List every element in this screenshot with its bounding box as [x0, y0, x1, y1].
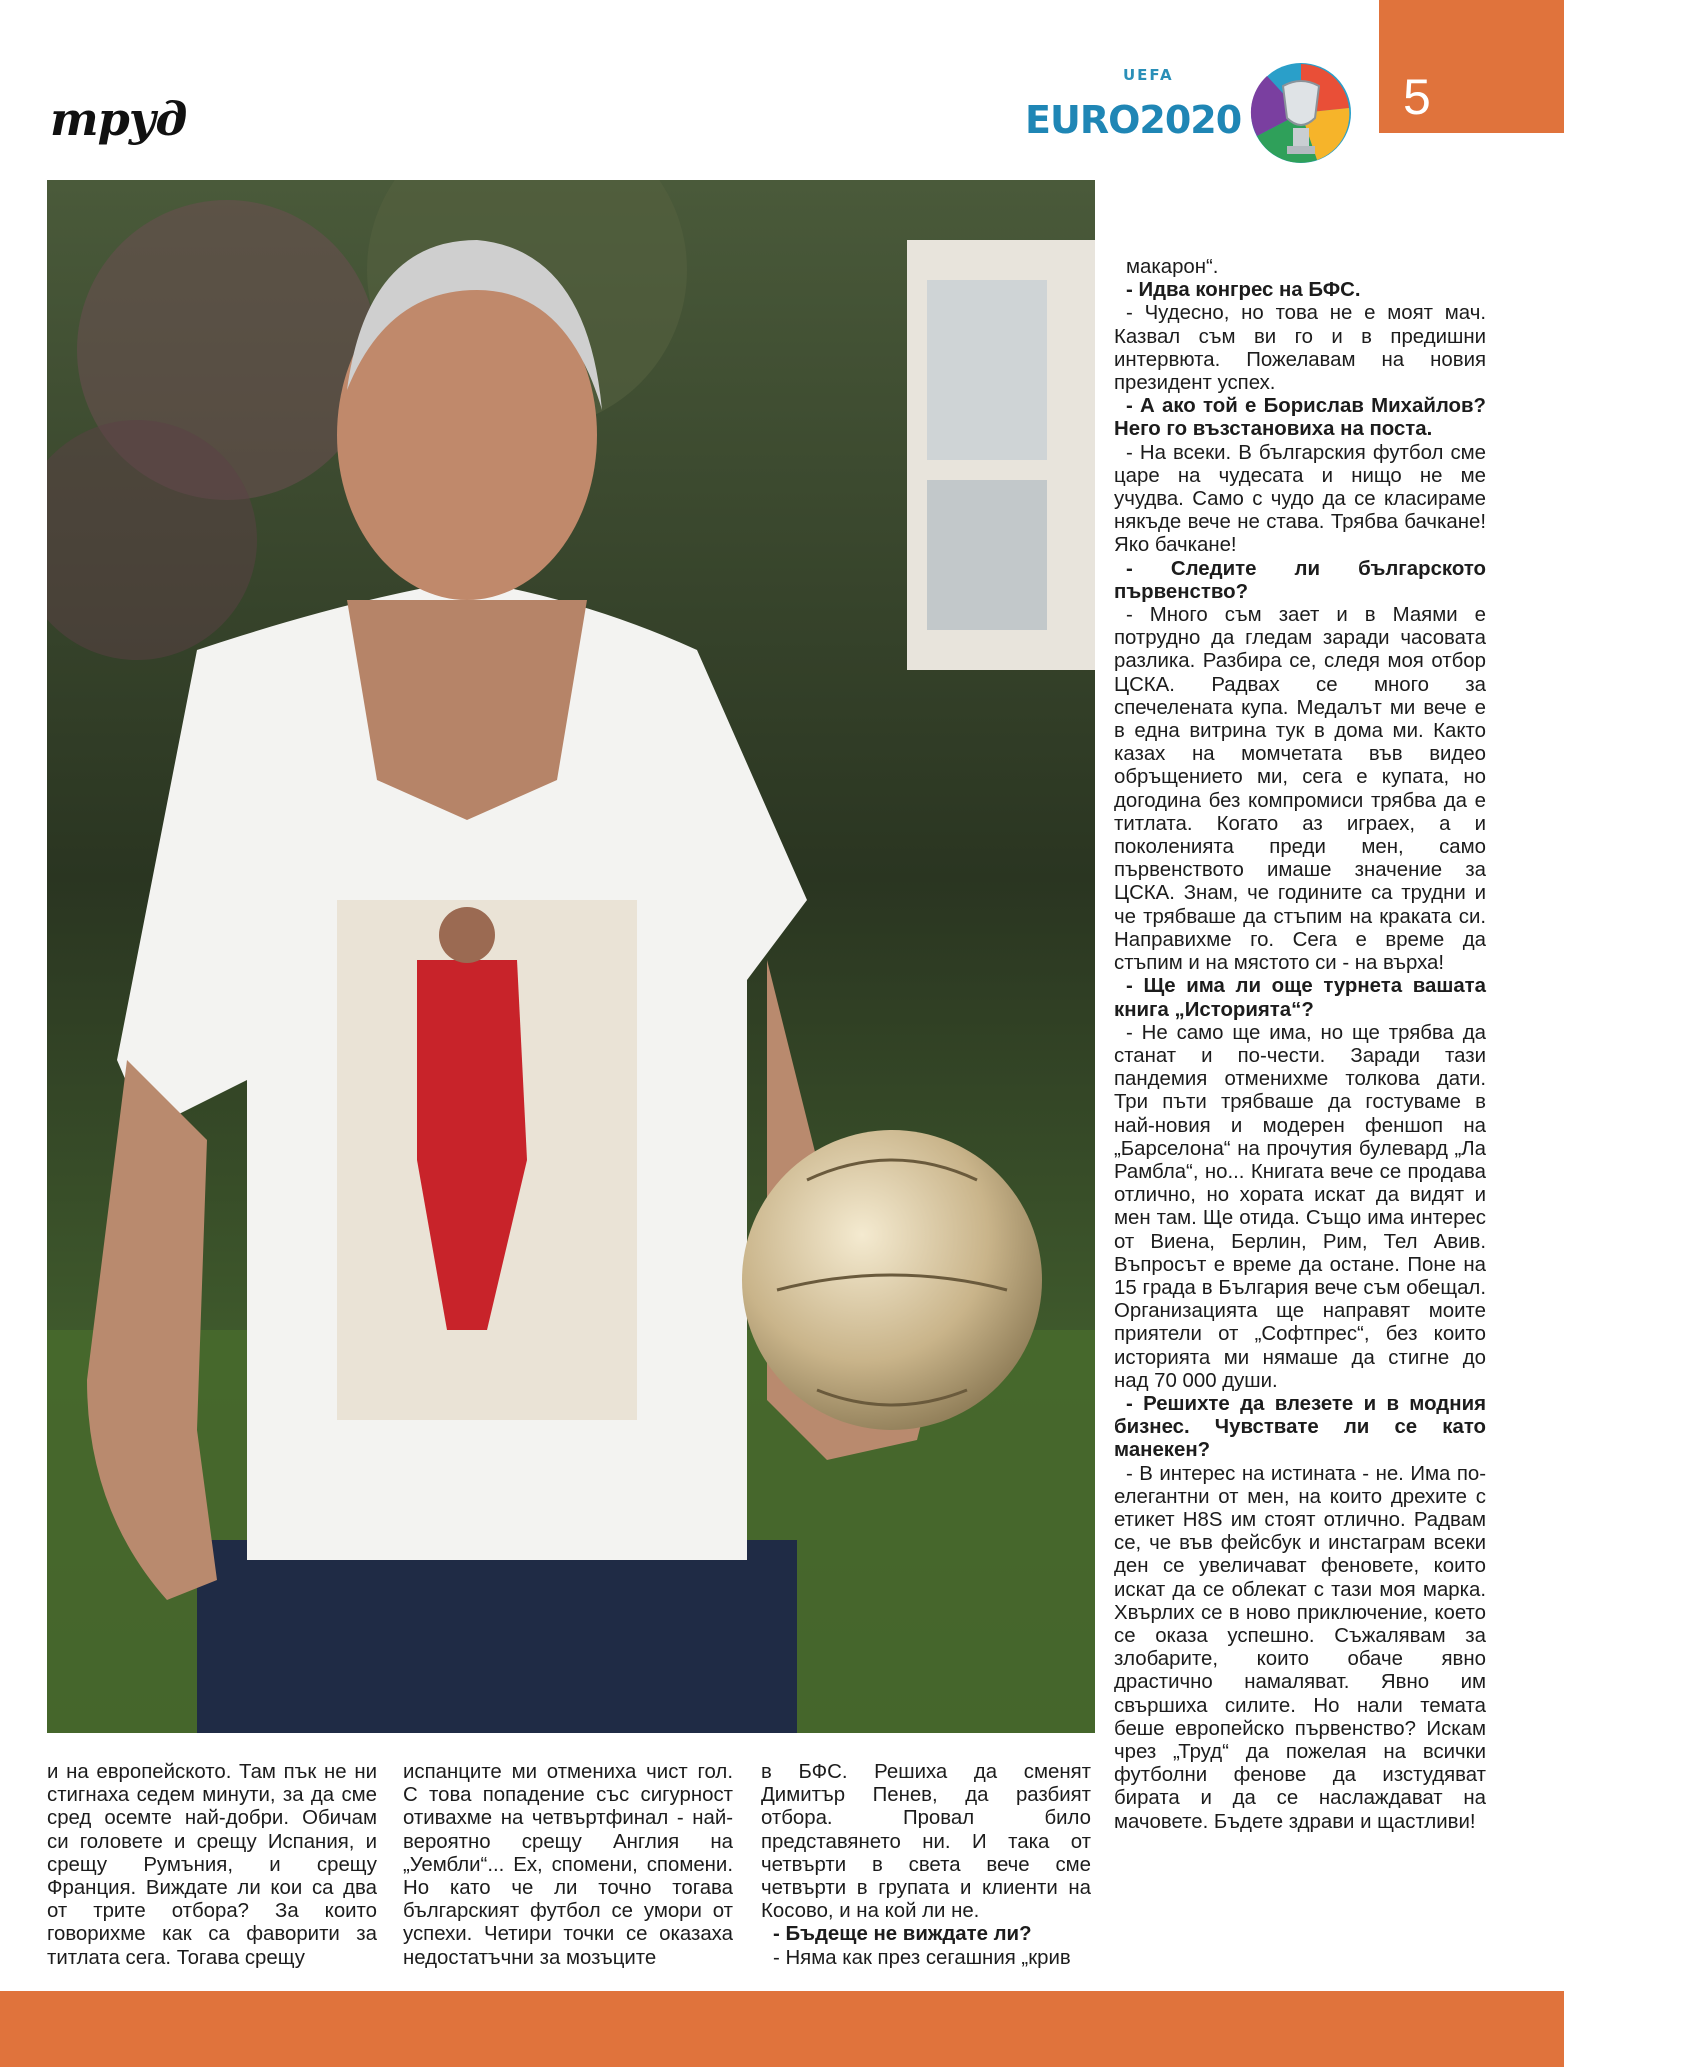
page-number: 5 — [1403, 69, 1431, 125]
interview-answer: - Няма как през сегашния „крив — [773, 1946, 1071, 1969]
interview-question: - Ще има ли още турнета вашата книга „Историята“? — [1114, 975, 1486, 1021]
article-column-bottom-2 — [403, 1761, 733, 1970]
page-number-tab — [1379, 0, 1564, 133]
masthead: труд — [50, 92, 187, 146]
footer-accent-bar — [0, 1991, 1564, 2067]
euro2020-logo — [1025, 58, 1355, 168]
article-column-bottom-3 — [761, 1761, 1091, 1970]
interview-answer: - Много съм зает и в Маями е потрудно да гледам заради часовата разлика. Разбира се, следя моя отбор ЦСКА. Радвах се много за спечелената купа. Медалът ми вече е в една витрина тук в дома ми. Както казах на момчетата във видео обръщението ми, сега е купата, но догодина без компромиси трябва да е титлата. Когато аз играех, а и поколенията преди мен, само първенството имаше значение за ЦСКА. Знам, че годините са трудни и че трябваше да стъпим на краката си. Направихме го. Сега е време да стъпим и на мястото си - на върха! — [1114, 604, 1486, 975]
interview-question: - Решихте да влезете и в модния бизнес. Чувствате ли се като манекен? — [1114, 1392, 1486, 1462]
interview-answer: испанците ми отмениха чист гол. С това попадение със сигурност отивахме на четвъртфинал - най-вероятно срещу Англия на „Уембли“... Ех, спомени, спомени. Но като че ли точно тогава българският футбол се умори от успехи. Четири точки се оказаха недостатъчни за мозъците — [403, 1761, 733, 1969]
interview-answer: и на европейското. Там пък не ни стигнаха седем минути, за да сме сред осемте най-добри. Обичам си головете и срещу Испания, и срещу Румъния, и срещу Франция. Виждате ли кои са два от трите отбора? За които говорихме как са фаворити за титлата сега. Тогава срещу — [47, 1761, 377, 1969]
interview-answer: - Чудесно, но това не е моят мач. Казвал съм ви го и в предишни интервюта. Пожелавам на новия президент успех. — [1114, 302, 1486, 395]
interview-answer: в БФС. Решиха да сменят Димитър Пенев, да разбият отбора. Провал било представянето ни. И така от четвърти в света вече сме четвърти в групата и клиенти на Косово, и на кой ли не. — [761, 1761, 1091, 1923]
interview-answer: - В интерес на истината - не. Има по-елегантни от мен, на които дрехите с етикет H8S им стоят отлично. Радвам се, че във фейсбук и инстаграм всеки ден се увеличават феновете, които искат да се облекат с тази моя марка. Хвърлих се в ново приключение, което се оказа успешно. Съжалявам за злобарите, които обаче явно драстично намаляват. Явно им свършиха силите. Но нали темата беше европейско първенство? Искам чрез „Труд“ да пожелая на всички футболни фенове да изстудяват бирата и да се наслаждават на мачовете. Бъдете здрави и щастливи! — [1114, 1462, 1486, 1833]
interview-answer: макарон“. — [1126, 256, 1219, 278]
interview-question: - Идва конгрес на БФС. — [1126, 279, 1361, 302]
interview-question: - Следите ли българското първенство? — [1114, 557, 1486, 603]
interview-question: - А ако той е Борислав Михайлов? Него го възстановиха на поста. — [1114, 395, 1486, 441]
euro-logo-text: EURO2020 — [1025, 98, 1242, 142]
article-column-bottom-1 — [47, 1761, 377, 1970]
euro-logo-uefa: UEFA — [1123, 66, 1174, 84]
interview-question: - Бъдеще не виждате ли? — [773, 1923, 1032, 1946]
interview-answer: - На всеки. В българския футбол сме царе на чудесата и нищо не ме учудва. Само с чудо да се класираме някъде вече не става. Трябва бачкане! Яко бачкане! — [1114, 441, 1486, 557]
article-column-right — [1114, 256, 1486, 1834]
portrait-photo — [47, 180, 1095, 1733]
euro-trophy-icon — [1247, 58, 1355, 168]
interview-answer: - Не само ще има, но ще трябва да станат и по-чести. Заради тази пандемия отменихме толкова дати. Три пъти трябваше да гостуваме в най-новия и модерен феншоп на „Барселона“ на прочутия булевард „Ла Рамбла“, но... Книгата вече се продава отлично, но хората искат да видят и мен там. Ще отида. Също има интерес от Виена, Берлин, Рим, Тел Авив. Въпросът е време да остане. Поне на 15 града в България вече съм обещал. Организацията ще направят моите приятели от „Софтпрес“, без които историята ми нямаше да стигне до над 70 000 души. — [1114, 1021, 1486, 1392]
